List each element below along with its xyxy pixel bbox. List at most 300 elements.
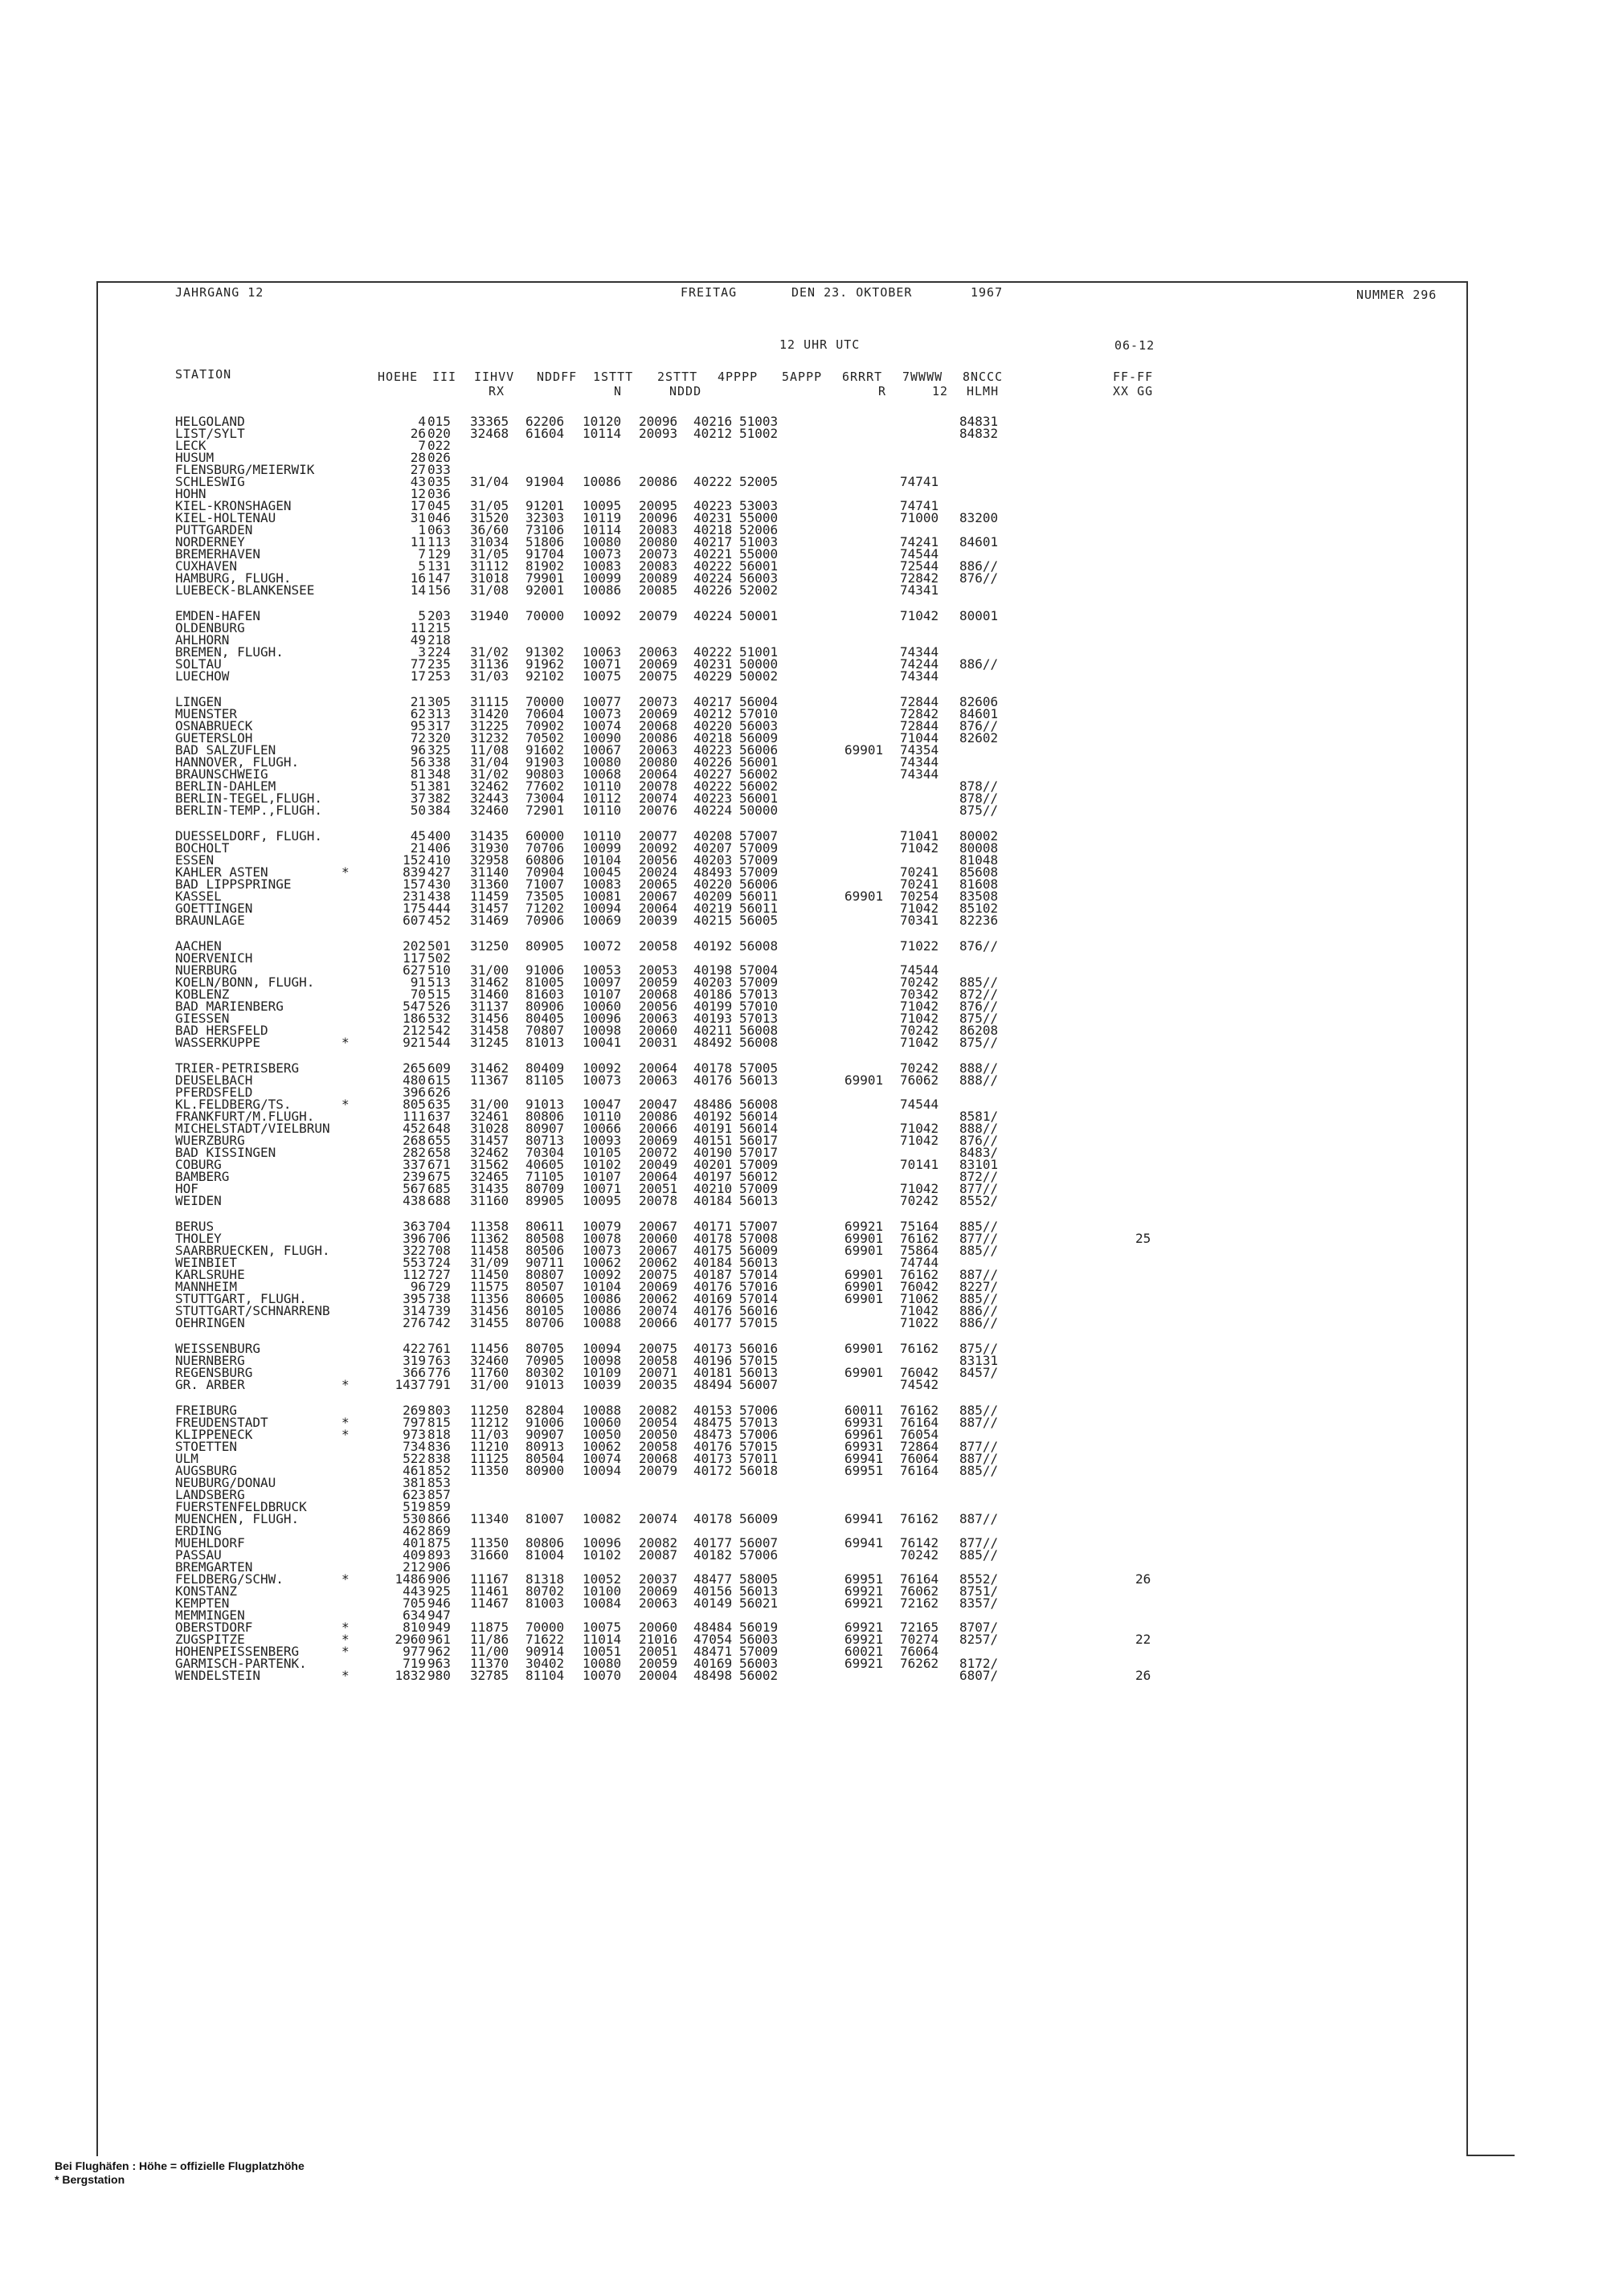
group-ihvv: 11/08 [470,742,509,758]
group-5appp: 56006 [739,742,779,758]
group-1sttt: 10114 [583,426,622,441]
group-1sttt: 10086 [583,582,622,598]
group-ihvv: 11358 [470,1219,509,1234]
station-height: 973 [403,1427,426,1442]
station-number: 036 [427,486,451,501]
group-8nccc: 885// [959,1463,999,1478]
group-7wwww: 70241 [900,864,939,880]
station-number: 615 [427,1072,451,1088]
station-name: FLENSBURG/MEIERWIK [175,462,315,477]
station-number: 381 [427,778,451,794]
station-number: 648 [427,1121,451,1136]
group-5appp: 51001 [739,644,779,660]
station-number: 224 [427,644,451,660]
group-1sttt: 10053 [583,962,622,978]
gust-value: 25 [1135,1231,1151,1246]
group-7wwww: 72842 [900,706,939,721]
station-height: 56 [410,754,426,770]
group-nddff: 82804 [525,1403,565,1418]
group-1sttt: 10099 [583,570,622,586]
station-name: STOETTEN [175,1439,238,1454]
group-4pppp: 40227 [693,766,733,782]
group-1sttt: 10099 [583,840,622,856]
group-7wwww: 74542 [900,1377,939,1392]
group-1sttt: 10074 [583,718,622,733]
station-number: 045 [427,498,451,513]
station-name: KASSEL [175,889,222,904]
group-7wwww: 74344 [900,668,939,684]
station-height: 96 [410,1279,426,1294]
group-1sttt: 10110 [583,1109,622,1124]
group-4pppp: 40169 [693,1656,733,1671]
group-ihvv: 31469 [470,913,509,928]
group-5appp: 56019 [739,1620,779,1635]
station-number: 706 [427,1231,451,1246]
group-nddff: 70502 [525,730,565,746]
group-6rrrt: 69951 [844,1571,884,1587]
group-1sttt: 10062 [583,1255,622,1270]
group-2sttt: 20056 [639,852,678,868]
group-5appp: 52006 [739,522,779,537]
group-7wwww: 74741 [900,474,939,489]
station-number: 515 [427,987,451,1002]
group-4pppp: 40153 [693,1403,733,1418]
station-number: 400 [427,828,451,844]
group-8nccc: 876// [959,570,999,586]
group-4pppp: 40176 [693,1439,733,1454]
group-ihvv: 11760 [470,1365,509,1380]
group-1sttt: 10102 [583,1157,622,1172]
group-4pppp: 40182 [693,1547,733,1563]
station-name: LIST/SYLT [175,426,245,441]
group-8nccc: 887// [959,1451,999,1466]
group-4pppp: 48471 [693,1644,733,1659]
group-1sttt: 10075 [583,1620,622,1635]
group-5appp: 56017 [739,1133,779,1148]
col-8nccc-sub: HLMH [967,384,1000,398]
station-height: 319 [403,1353,426,1368]
group-1sttt: 10051 [583,1644,622,1659]
group-ihvv: 31457 [470,1133,509,1148]
group-1sttt: 10086 [583,1303,622,1318]
group-2sttt: 20069 [639,706,678,721]
group-nddff: 80405 [525,1011,565,1026]
station-name: BERLIN-TEGEL,FLUGH. [175,791,323,806]
station-height: 337 [403,1157,426,1172]
station-name: MICHELSTADT/VIELBRUN [175,1121,330,1136]
group-7wwww: 71042 [900,1181,939,1196]
group-8nccc: 888// [959,1121,999,1136]
group-8nccc: 85608 [959,864,999,880]
group-2sttt: 20083 [639,558,678,574]
group-8nccc: 84601 [959,706,999,721]
station-name: WENDELSTEIN [175,1668,260,1683]
group-ihvv: 31115 [470,694,509,709]
group-2sttt: 20068 [639,987,678,1002]
group-nddff: 80409 [525,1060,565,1076]
group-5appp: 53003 [739,498,779,513]
group-2sttt: 20063 [639,644,678,660]
group-4pppp: 40178 [693,1511,733,1526]
group-2sttt: 20086 [639,730,678,746]
group-8nccc: 84831 [959,414,999,429]
group-8nccc: 875// [959,1011,999,1026]
station-height: 157 [403,876,426,892]
group-7wwww: 70141 [900,1157,939,1172]
group-2sttt: 20067 [639,889,678,904]
station-height: 443 [403,1583,426,1599]
station-name: GARMISCH-PARTENK. [175,1656,307,1671]
station-height: 7 [418,546,426,562]
group-8nccc: 82602 [959,730,999,746]
ff-hours: 06-12 [1114,338,1155,353]
station-number: 218 [427,632,451,648]
station-number: 818 [427,1427,451,1442]
group-ihvv: 11210 [470,1439,509,1454]
group-ihvv: 11167 [470,1571,509,1587]
group-ihvv: 31/02 [470,644,509,660]
group-2sttt: 20077 [639,828,678,844]
group-nddff: 70706 [525,840,565,856]
group-5appp: 56013 [739,1583,779,1599]
station-name: BERUS [175,1219,215,1234]
group-5appp: 56003 [739,1656,779,1671]
station-height: 396 [403,1085,426,1100]
group-4pppp: 40192 [693,1109,733,1124]
group-ihvv: 31462 [470,974,509,990]
group-4pppp: 40184 [693,1255,733,1270]
group-2sttt: 20087 [639,1547,678,1563]
station-name: KONSTANZ [175,1583,238,1599]
group-5appp: 56011 [739,901,779,916]
group-ihvv: 31435 [470,828,509,844]
station-name: ERDING [175,1523,222,1538]
group-nddff: 90907 [525,1427,565,1442]
group-8nccc: 888// [959,1060,999,1076]
station-name: WEISSENBURG [175,1341,260,1356]
group-ihvv: 36/60 [470,522,509,537]
station-name: BRAUNLAGE [175,913,245,928]
group-2sttt: 20004 [639,1668,678,1683]
group-1sttt: 10071 [583,656,622,672]
group-2sttt: 20051 [639,1644,678,1659]
group-7wwww: 76164 [900,1571,939,1587]
group-nddff: 81603 [525,987,565,1002]
group-1sttt: 10073 [583,546,622,562]
station-height: 268 [403,1133,426,1148]
group-7wwww: 76162 [900,1341,939,1356]
group-nddff: 80807 [525,1267,565,1282]
group-5appp: 56011 [739,889,779,904]
group-2sttt: 20075 [639,1341,678,1356]
station-name: SOLTAU [175,656,222,672]
group-1sttt: 10093 [583,1133,622,1148]
group-2sttt: 20060 [639,1620,678,1635]
group-nddff: 90711 [525,1255,565,1270]
station-height: 14 [410,582,426,598]
group-7wwww: 72844 [900,718,939,733]
group-7wwww: 74344 [900,766,939,782]
group-4pppp: 40172 [693,1463,733,1478]
group-1sttt: 10104 [583,852,622,868]
group-4pppp: 40221 [693,546,733,562]
station-number: 685 [427,1181,451,1196]
station-name: NEUBURG/DONAU [175,1475,276,1490]
station-name: OBERSTDORF [175,1620,253,1635]
station-height: 4 [418,414,426,429]
group-1sttt: 10107 [583,987,622,1002]
station-name: AACHEN [175,938,222,954]
group-ihvv: 32468 [470,426,509,441]
group-7wwww: 70274 [900,1632,939,1647]
group-4pppp: 40177 [693,1535,733,1550]
group-8nccc: 6807/ [959,1668,999,1683]
group-1sttt: 10094 [583,901,622,916]
group-2sttt: 20071 [639,1365,678,1380]
group-2sttt: 20050 [639,1427,678,1442]
group-5appp: 57010 [739,706,779,721]
group-nddff: 92001 [525,582,565,598]
group-1sttt: 10092 [583,1267,622,1282]
group-4pppp: 40220 [693,876,733,892]
group-6rrrt: 69941 [844,1511,884,1526]
group-2sttt: 20083 [639,522,678,537]
group-ihvv: 32460 [470,1353,509,1368]
station-name: FREUDENSTADT [175,1415,268,1430]
group-1sttt: 10083 [583,876,622,892]
station-height: 21 [410,840,426,856]
group-5appp: 57009 [739,1181,779,1196]
group-1sttt: 10098 [583,1353,622,1368]
group-8nccc: 8357/ [959,1595,999,1611]
group-5appp: 55000 [739,546,779,562]
group-2sttt: 20051 [639,1181,678,1196]
station-height: 422 [403,1341,426,1356]
group-ihvv: 32462 [470,778,509,794]
station-name: HOF [175,1181,198,1196]
group-nddff: 91302 [525,644,565,660]
station-number: 129 [427,546,451,562]
group-5appp: 57006 [739,1427,779,1442]
station-number: 502 [427,950,451,966]
station-height: 363 [403,1219,426,1234]
station-name: ZUGSPITZE [175,1632,245,1647]
group-8nccc: 872// [959,987,999,1002]
group-7wwww: 71062 [900,1291,939,1306]
station-height: 1 [418,522,426,537]
col-ihvv: IIHVV [474,370,515,384]
station-number: 761 [427,1341,451,1356]
station-number: 131 [427,558,451,574]
group-nddff: 81105 [525,1072,565,1088]
group-2sttt: 20064 [639,766,678,782]
group-ihvv: 32460 [470,803,509,818]
group-5appp: 57015 [739,1315,779,1330]
group-nddff: 51806 [525,534,565,549]
group-5appp: 56016 [739,1341,779,1356]
station-number: 406 [427,840,451,856]
group-nddff: 70905 [525,1353,565,1368]
station-name: OEHRINGEN [175,1315,245,1330]
group-nddff: 73004 [525,791,565,806]
group-5appp: 51003 [739,534,779,549]
group-ihvv: 31360 [470,876,509,892]
group-5appp: 52005 [739,474,779,489]
station-name: HELGOLAND [175,414,245,429]
group-ihvv: 31/04 [470,474,509,489]
group-1sttt: 10080 [583,534,622,549]
station-name: KOELN/BONN, FLUGH. [175,974,315,990]
group-4pppp: 40190 [693,1145,733,1160]
group-8nccc: 885// [959,1243,999,1258]
group-ihvv: 11461 [470,1583,509,1599]
gust-value: 26 [1135,1668,1151,1683]
group-1sttt: 10073 [583,706,622,721]
gust-value: 26 [1135,1571,1151,1587]
group-4pppp: 40169 [693,1291,733,1306]
group-ihvv: 31245 [470,1035,509,1050]
group-1sttt: 10088 [583,1403,622,1418]
group-2sttt: 20078 [639,1193,678,1208]
group-2sttt: 20092 [639,840,678,856]
group-4pppp: 40218 [693,522,733,537]
group-4pppp: 40223 [693,498,733,513]
station-name: KEMPTEN [175,1595,230,1611]
group-4pppp: 40217 [693,694,733,709]
group-8nccc: 81048 [959,852,999,868]
group-8nccc: 8483/ [959,1145,999,1160]
station-name: ESSEN [175,852,215,868]
group-7wwww: 70241 [900,876,939,892]
station-number: 156 [427,582,451,598]
group-6rrrt: 69941 [844,1535,884,1550]
group-1sttt: 10110 [583,778,622,794]
group-2sttt: 20065 [639,876,678,892]
group-4pppp: 40191 [693,1121,733,1136]
group-1sttt: 10080 [583,1656,622,1671]
group-2sttt: 20060 [639,1231,678,1246]
group-5appp: 57015 [739,1439,779,1454]
station-number: 704 [427,1219,451,1234]
group-4pppp: 40151 [693,1133,733,1148]
group-8nccc: 8552/ [959,1571,999,1587]
group-8nccc: 8457/ [959,1365,999,1380]
col-4pppp: 4PPPP [718,370,759,384]
group-6rrrt: 69921 [844,1620,884,1635]
group-5appp: 56003 [739,1632,779,1647]
station-number: 305 [427,694,451,709]
group-1sttt: 10052 [583,1571,622,1587]
group-nddff: 81104 [525,1668,565,1683]
group-ihvv: 31140 [470,864,509,880]
group-4pppp: 48498 [693,1668,733,1683]
group-nddff: 32303 [525,510,565,525]
group-5appp: 56012 [739,1169,779,1184]
station-number: 776 [427,1365,451,1380]
group-4pppp: 40224 [693,570,733,586]
station-number: 708 [427,1243,451,1258]
group-nddff: 80706 [525,1315,565,1330]
station-height: 522 [403,1451,426,1466]
station-height: 705 [403,1595,426,1611]
group-4pppp: 40224 [693,803,733,818]
group-5appp: 57013 [739,987,779,1002]
group-ihvv: 31457 [470,901,509,916]
group-ihvv: 11370 [470,1656,509,1671]
group-8nccc: 84601 [959,534,999,549]
group-5appp: 57011 [739,1451,779,1466]
station-height: 797 [403,1415,426,1430]
station-height: 70 [410,987,426,1002]
station-name: STUTTGART, FLUGH. [175,1291,307,1306]
station-number: 510 [427,962,451,978]
group-2sttt: 20064 [639,1169,678,1184]
group-5appp: 56002 [739,1668,779,1683]
col-7wwww-sub: 12 [932,384,949,398]
group-1sttt: 10088 [583,1315,622,1330]
station-height: 72 [410,730,426,746]
group-7wwww: 72544 [900,558,939,574]
group-5appp: 56014 [739,1109,779,1124]
group-8nccc: 82236 [959,913,999,928]
group-ihvv: 11459 [470,889,509,904]
group-4pppp: 40203 [693,852,733,868]
group-4pppp: 40177 [693,1315,733,1330]
group-5appp: 52002 [739,582,779,598]
group-2sttt: 20074 [639,1303,678,1318]
station-name: HAMBURG, FLUGH. [175,570,292,586]
obs-time: 12 UHR UTC [779,337,861,352]
frame-tick [1466,2155,1515,2156]
mountain-marker: * [341,1415,350,1430]
group-4pppp: 40181 [693,1365,733,1380]
group-7wwww: 74341 [900,582,939,598]
station-height: 627 [403,962,426,978]
group-nddff: 91201 [525,498,565,513]
station-height: 112 [403,1267,426,1282]
group-4pppp: 40197 [693,1169,733,1184]
group-4pppp: 48477 [693,1571,733,1587]
group-8nccc: 876// [959,938,999,954]
group-2sttt: 20080 [639,754,678,770]
group-4pppp: 40226 [693,754,733,770]
station-name: KOBLENZ [175,987,230,1002]
station-height: 719 [403,1656,426,1671]
station-number: 452 [427,913,451,928]
station-name: ULM [175,1451,198,1466]
group-8nccc: 876// [959,999,999,1014]
group-4pppp: 40211 [693,1023,733,1038]
station-height: 438 [403,1193,426,1208]
group-6rrrt: 69901 [844,1243,884,1258]
group-1sttt: 10102 [583,1547,622,1563]
station-name: KARLSRUHE [175,1267,245,1282]
group-7wwww: 71022 [900,1315,939,1330]
station-number: 729 [427,1279,451,1294]
group-7wwww: 76142 [900,1535,939,1550]
group-2sttt: 20056 [639,999,678,1014]
group-ihvv: 11458 [470,1243,509,1258]
group-8nccc: 885// [959,974,999,990]
group-4pppp: 40173 [693,1451,733,1466]
group-ihvv: 11362 [470,1231,509,1246]
group-5appp: 56003 [739,718,779,733]
station-number: 658 [427,1145,451,1160]
year: 1967 [971,285,1004,300]
group-4pppp: 48486 [693,1097,733,1112]
station-number: 325 [427,742,451,758]
group-nddff: 80713 [525,1133,565,1148]
